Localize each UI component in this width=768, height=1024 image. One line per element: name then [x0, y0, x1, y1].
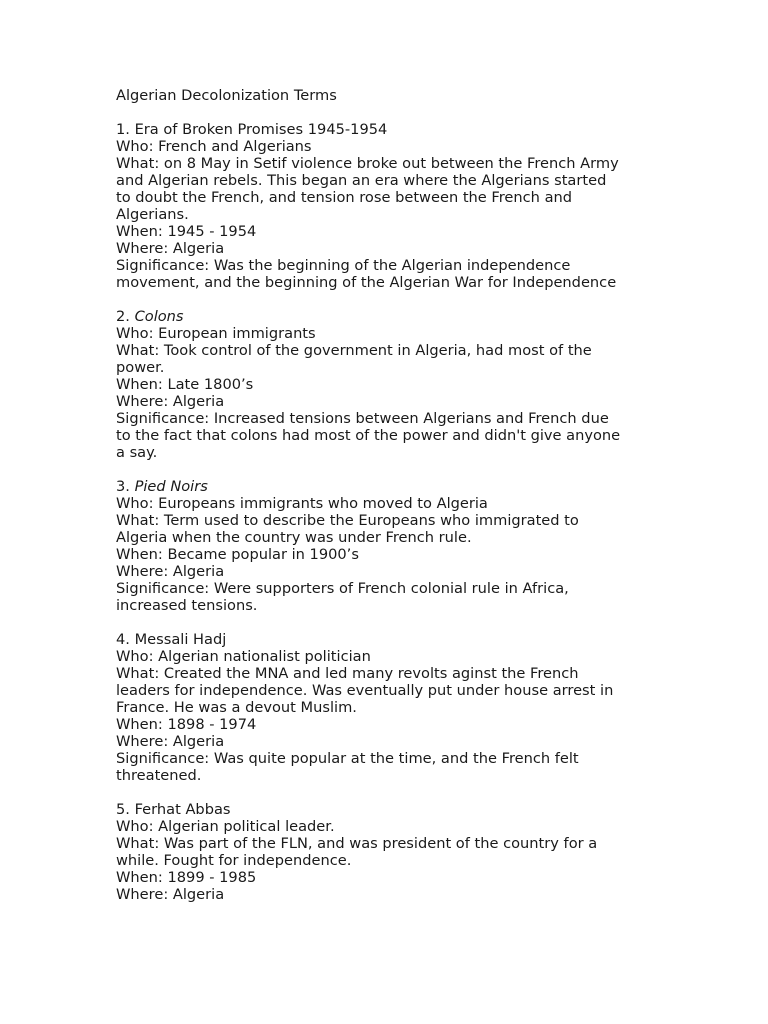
term-number: 5. — [116, 801, 130, 818]
term-line: a say. — [116, 444, 158, 461]
term-line: Where: Algeria — [116, 240, 225, 257]
term-line: increased tensions. — [116, 597, 258, 614]
term-line: to doubt the French, and tension rose between the French and — [116, 189, 573, 206]
term-line: Algerians. — [116, 206, 189, 223]
term-line: leaders for independence. Was eventually put under house arrest in — [116, 682, 614, 699]
term-line: When: Became popular in 1900’s — [116, 546, 359, 563]
term-line: Significance: Was quite popular at the time, and the French felt — [116, 750, 579, 767]
term-number: 1. — [116, 121, 130, 138]
term-line: while. Fought for independence. — [116, 852, 352, 869]
term-line: What: Was part of the FLN, and was president of the country for a — [116, 835, 598, 852]
term-line: Who: European immigrants — [116, 325, 316, 342]
term-line: When: 1945 - 1954 — [116, 223, 257, 240]
term-line: When: Late 1800’s — [116, 376, 254, 393]
term-line: threatened. — [116, 767, 202, 784]
term-1 — [116, 121, 676, 291]
term-name: Pied Noirs — [134, 478, 208, 495]
term-line: What: Created the MNA and led many revolts aginst the French — [116, 665, 579, 682]
term-line: When: 1899 - 1985 — [116, 869, 257, 886]
term-line: What: Took control of the government in Algeria, had most of the — [116, 342, 592, 359]
term-line: When: 1898 - 1974 — [116, 716, 257, 733]
term-line: What: Term used to describe the Europeans who immigrated to — [116, 512, 579, 529]
term-line: Who: Europeans immigrants who moved to Algeria — [116, 495, 488, 512]
term-heading — [116, 121, 676, 138]
term-line: France. He was a devout Muslim. — [116, 699, 357, 716]
term-line: and Algerian rebels. This began an era where the Algerians started — [116, 172, 607, 189]
term-heading — [116, 631, 676, 648]
term-line: Algeria when the country was under French rule. — [116, 529, 472, 546]
document-title: Algerian Decolonization Terms — [116, 87, 337, 104]
term-name: Era of Broken Promises 1945-1954 — [134, 121, 388, 138]
term-3 — [116, 478, 676, 614]
term-line: Significance: Increased tensions between Algerians and French due — [116, 410, 609, 427]
term-line: Who: Algerian nationalist politician — [116, 648, 371, 665]
term-line: Who: Algerian political leader. — [116, 818, 335, 835]
term-name: Colons — [134, 308, 184, 325]
term-5 — [116, 801, 676, 903]
term-line: Where: Algeria — [116, 563, 225, 580]
term-line: movement, and the beginning of the Algerian War for Independence — [116, 274, 617, 291]
term-line: Significance: Were supporters of French colonial rule in Africa, — [116, 580, 569, 597]
term-name: Ferhat Abbas — [134, 801, 231, 818]
term-heading — [116, 801, 676, 818]
term-line: What: on 8 May in Setif violence broke out between the French Army — [116, 155, 619, 172]
term-line: to the fact that colons had most of the power and didn't give anyone — [116, 427, 621, 444]
term-heading — [116, 308, 676, 325]
term-line: Where: Algeria — [116, 733, 225, 750]
term-line: Significance: Was the beginning of the Algerian independence — [116, 257, 571, 274]
document-page — [116, 87, 676, 903]
term-line: Where: Algeria — [116, 393, 225, 410]
term-line: power. — [116, 359, 165, 376]
term-number: 4. — [116, 631, 130, 648]
term-heading — [116, 478, 676, 495]
term-4 — [116, 631, 676, 784]
term-name: Messali Hadj — [134, 631, 227, 648]
term-number: 2. — [116, 308, 130, 325]
term-number: 3. — [116, 478, 130, 495]
term-2 — [116, 308, 676, 461]
term-line: Where: Algeria — [116, 886, 225, 903]
term-line: Who: French and Algerians — [116, 138, 312, 155]
